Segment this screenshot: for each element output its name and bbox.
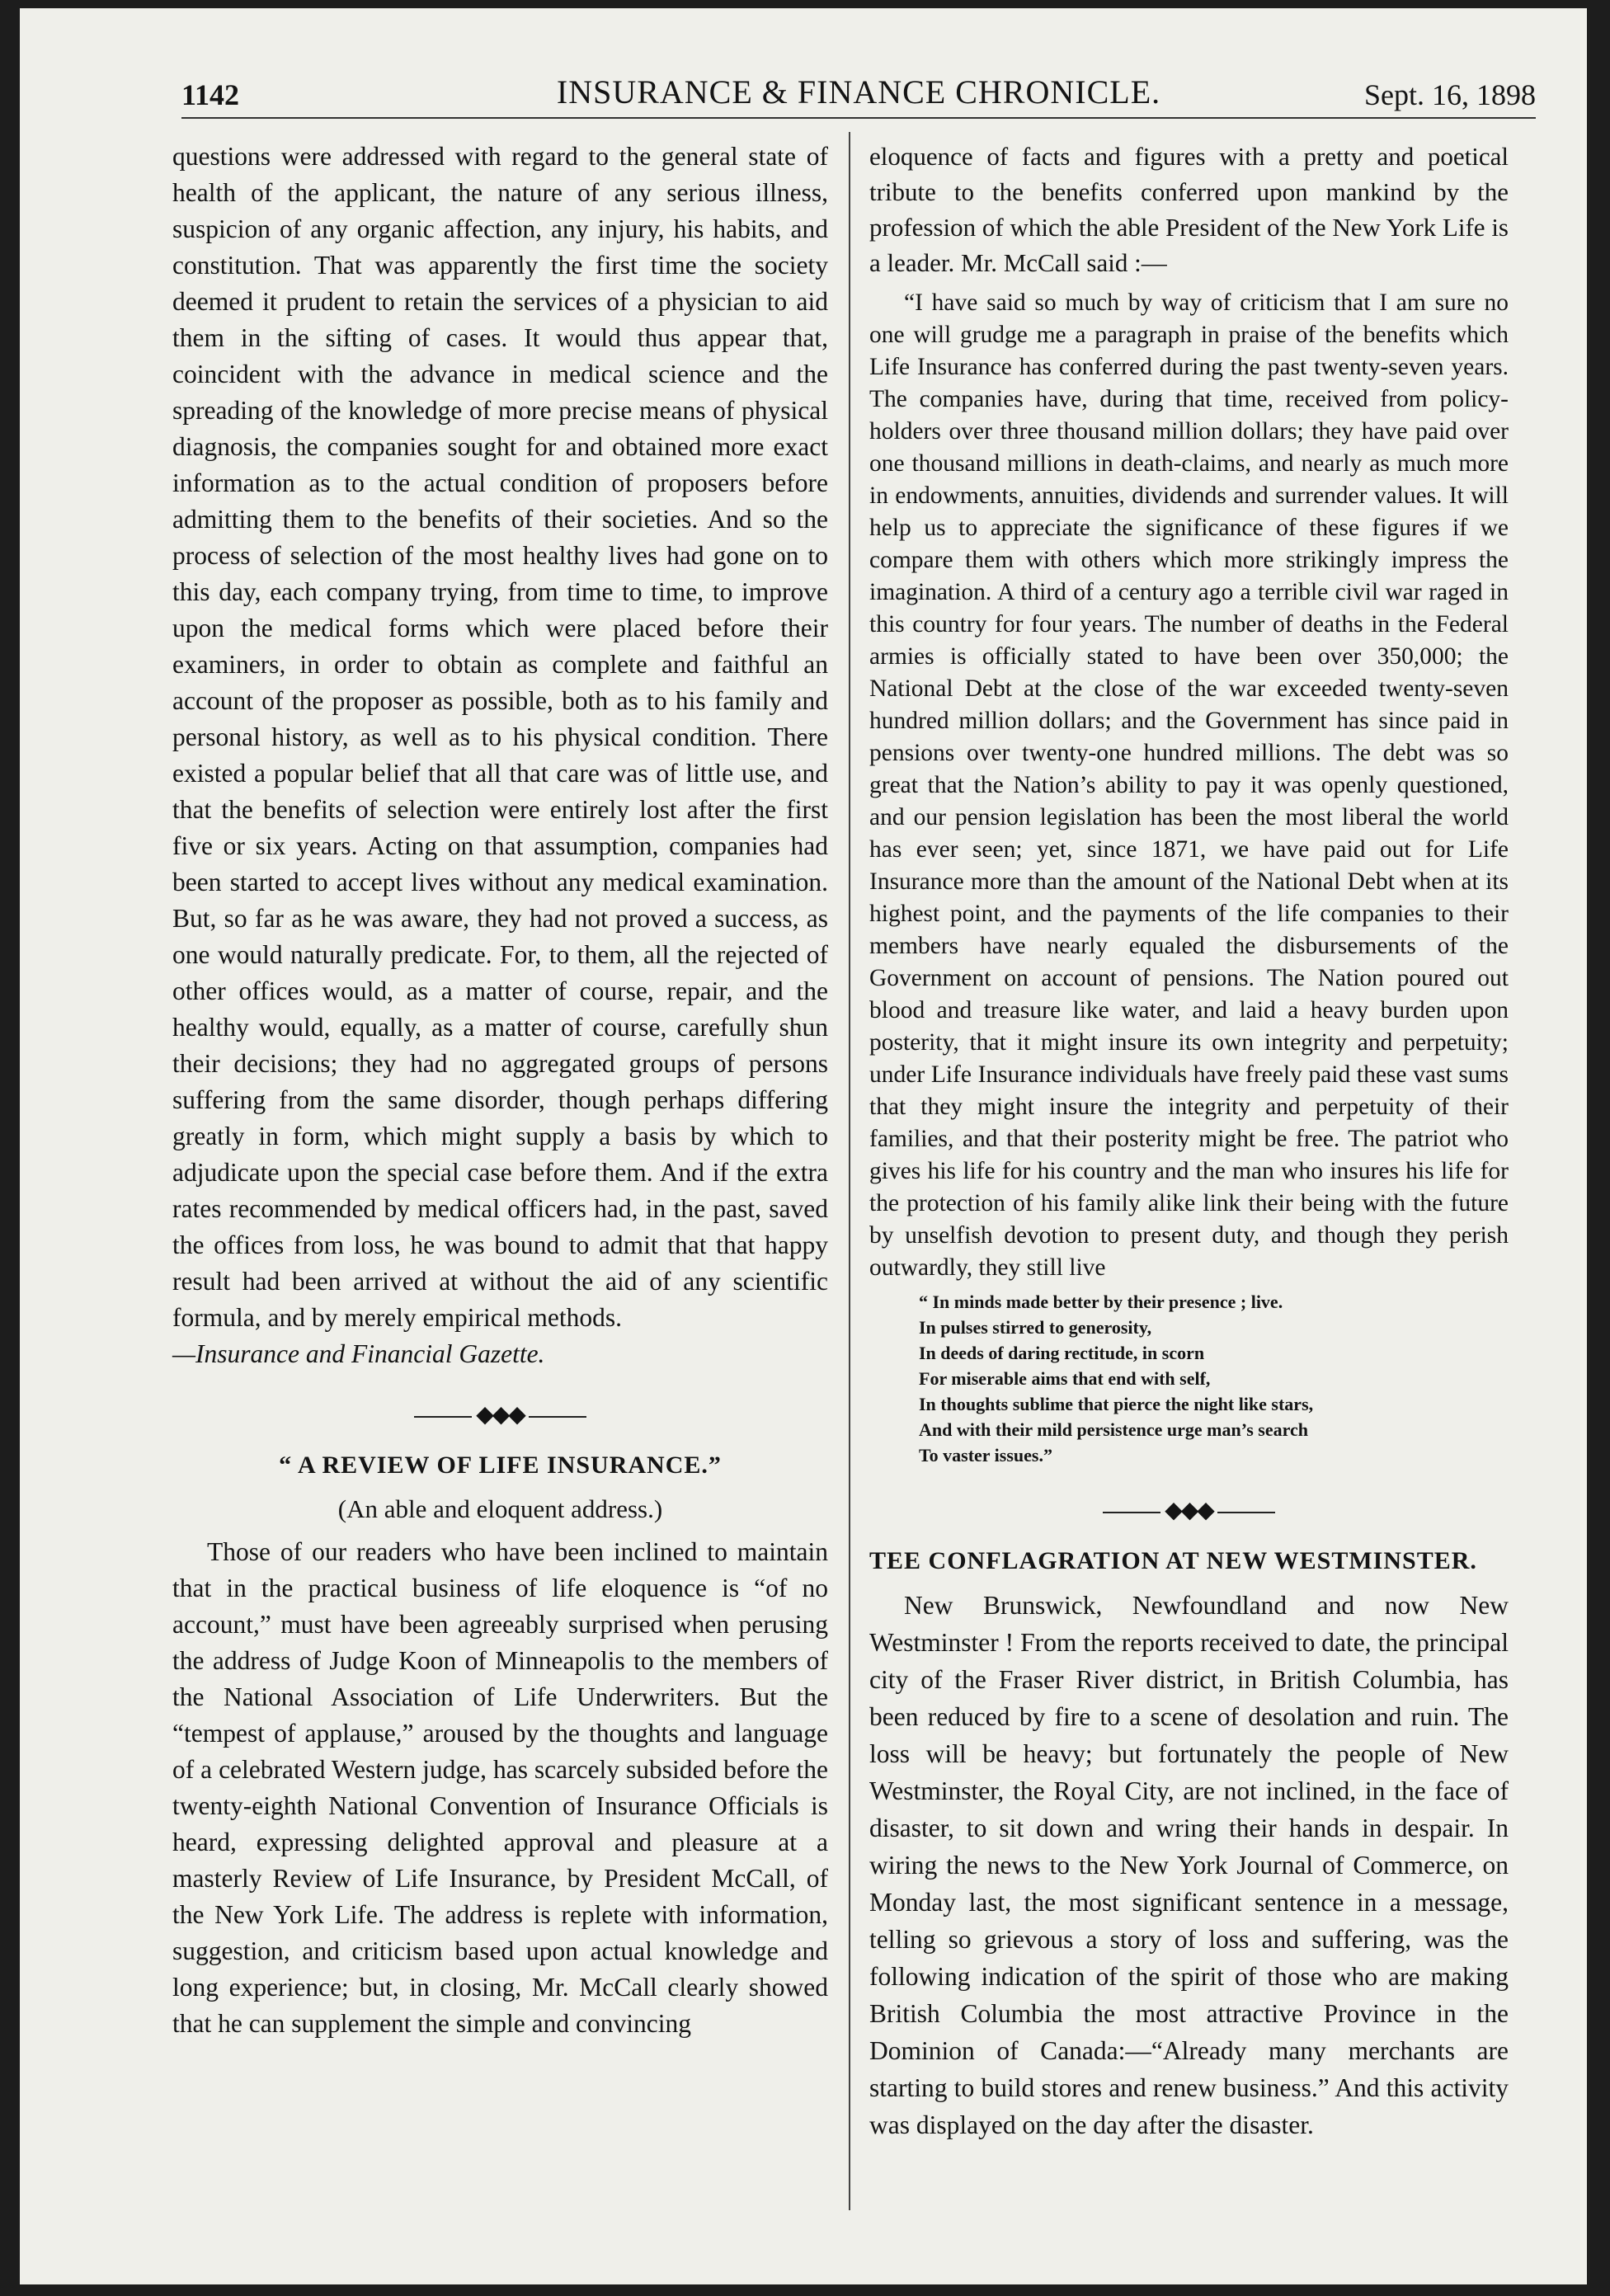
article-paragraph: New Brunswick, Newfoundland and now New Westminster ! From the reports received to date, the principal city of the Fraser River district, in British Columbia, has been reduced by fire to a scene of desolation and ruin. The loss will be heavy; but fortunately the people of New Westminster, the Royal City, are not inclined, in the face of disaster, to sit down and wring their hands in despair. In wiring the news to the New York Journal of Commerce, on Monday last, the most significant sentence in a message, telling so grievous a story of loss and suffering, was the following indication of the spirit of those who are making British Columbia the most attractive Province in the Dominion of Canada:—“Already many merchants are starting to build stores and renew business.” And this activity was displayed on the day after the disaster. [869,1591,1509,2139]
review-subheading: (An able and eloquent address.) [337,1494,663,1523]
masthead-title: INSURANCE & FINANCE CHRONICLE. [556,73,1161,111]
section-ornament [869,1496,1509,1524]
conflagration-heading: TEE CONFLAGRATION AT NEW WESTMINSTER. [869,1547,1477,1574]
ornament-rule-left [1103,1512,1160,1513]
left-column [172,139,828,2042]
poem-line: “ In minds made better by their presence ; live. [919,1292,1283,1312]
ornament-rule-right [1217,1512,1275,1513]
right-column [869,139,1509,2143]
poem-line: To vaster issues.” [919,1445,1052,1466]
mccall-quote: “I have said so much by way of criticism that I am sure no one will grudge me a paragraph in praise of the benefits which Life Insurance has conferred during the past twenty-seven years. The companies have, during that time, received from policy-holders over three thousand million dollars; they have paid over one thousand millions in death-claims, and nearly as much more in endowments, annuities, dividends and surrender values. It will help us to appreciate the significance of these figures if we compare them with others which more strikingly impress the imagination. A third of a century ago a terrible civil war raged in this country for four years. The number of deaths in the Federal armies is officially stated to have been over 350,000; the National Debt at the close of the war exceeded twenty-seven hundred million dollars; and the Government has since paid in pensions over twenty-one hundred millions. The debt was so great that the Nation’s ability to pay it was openly questioned, and our pension legislation has been the most liberal the world has ever seen; yet, since 1871, we have paid out for Life Insurance more than the amount of the National Debt when at its highest point, and the payments of the life companies to their members have nearly equaled the disbursements of the Government on account of pensions. The Nation poured out blood and treasure like water, and laid a heavy burden upon posterity, that it might insure its own integrity and perpetuity; under Life Insurance individuals have freely paid these vast sums that they might insure the integrity and perpetuity of their families, and that their posterity might be free. The patriot who gives his life for his country and the man who insures his life for the protection of his family alike link their being with the future by unselfish devotion to present duty, and though they perish outwardly, they still live [869,289,1509,1281]
poem-line: In deeds of daring rectitude, in scorn [919,1343,1205,1363]
ornament-rule-right [529,1416,586,1418]
ornament-rule-left [414,1416,472,1418]
article-paragraph: Those of our readers who have been inclined to maintain that in the practical business of life eloquence is “of no account,” must have been agreeably surprised when perusing the address of Judge Koon of Minneapolis to the members of the National Association of Life Underwriters. But the “tempest of applause,” aroused by the thoughts and language of a celebrated Western judge, has scarcely subsided before the twenty-eighth National Convention of Insurance Officials is heard, expressing delighted approval and pleasure at a masterly Review of Life Insurance, by President McCall, of the New York Life. The address is replete with information, suggestion, and criticism based upon actual knowledge and long experience; but, in closing, Mr. McCall clearly showed that he can supplement the simple and convincing [172,1537,828,2038]
poem-line: In pulses stirred to generosity, [919,1317,1152,1338]
poem-line: In thoughts sublime that pierce the night like stars, [919,1394,1314,1414]
ornament-diamonds: ◆◆◆ [476,1402,525,1428]
page-header [181,64,1536,119]
article-paragraph: eloquence of facts and figures with a pretty and poetical tribute to the benefits conferred upon mankind by the profession of which the able President of the New York Life is a leader. Mr. McCall said :— [869,142,1509,277]
poem-line: For miserable aims that end with self, [919,1368,1211,1389]
issue-date: Sept. 16, 1898 [1363,78,1536,111]
review-heading: “ A REVIEW OF LIFE INSURANCE.” [279,1451,722,1479]
poem-quote [919,1289,1509,1468]
page-number: 1142 [181,78,240,111]
section-ornament [172,1400,828,1428]
article-paragraph: questions were addressed with regard to the general state of health of the applicant, the nature of any serious illness, suspicion of any organic affection, any injury, his habits, and constitution. That was apparently the first time the society deemed it prudent to retain the services of a physician to aid them in the sifting of cases. It would thus appear that, coincident with the advance in medical science and the spreading of the knowledge of more precise means of physical diagnosis, the companies sought for and obtained more exact information as to the actual condition of proposers before admitting them to the benefits of their societies. And so the process of selection of the most healthy lives had gone on to this day, each company trying, from time to time, to improve upon the medical forms which were placed before their examiners, in order to obtain as complete and faithful an account of the proposer as possible, both as to his family and personal history, as well as to his physical condition. There existed a popular belief that all that care was of little use, and that the benefits of selection were entirely lost after the first five or six years. Acting on that assumption, companies had been started to accept lives without any medical examination. But, so far as he was aware, they had not proved a success, as one would naturally predicate. For, to them, all the rejected of other offices would, as a matter of course, repair, and the healthy would, equally, as a matter of course, carefully shun their decisions; they had no aggregated groups of persons suffering from the same disorder, though perhaps differing greatly in form, which might supply a basis by which to adjudicate upon the special case before them. And if the extra rates recommended by medical officers had, in the past, saved the offices from loss, he was bound to admit that that happy result had been arrived at without the aid of any scientific formula, and by merely empirical methods. [172,142,828,1332]
ornament-diamonds: ◆◆◆ [1165,1498,1213,1523]
column-divider [849,132,850,2210]
newspaper-page [20,8,1587,2284]
article-credit: —Insurance and Financial Gazette. [172,1339,545,1368]
poem-line: And with their mild persistence urge man’s search [919,1419,1308,1440]
